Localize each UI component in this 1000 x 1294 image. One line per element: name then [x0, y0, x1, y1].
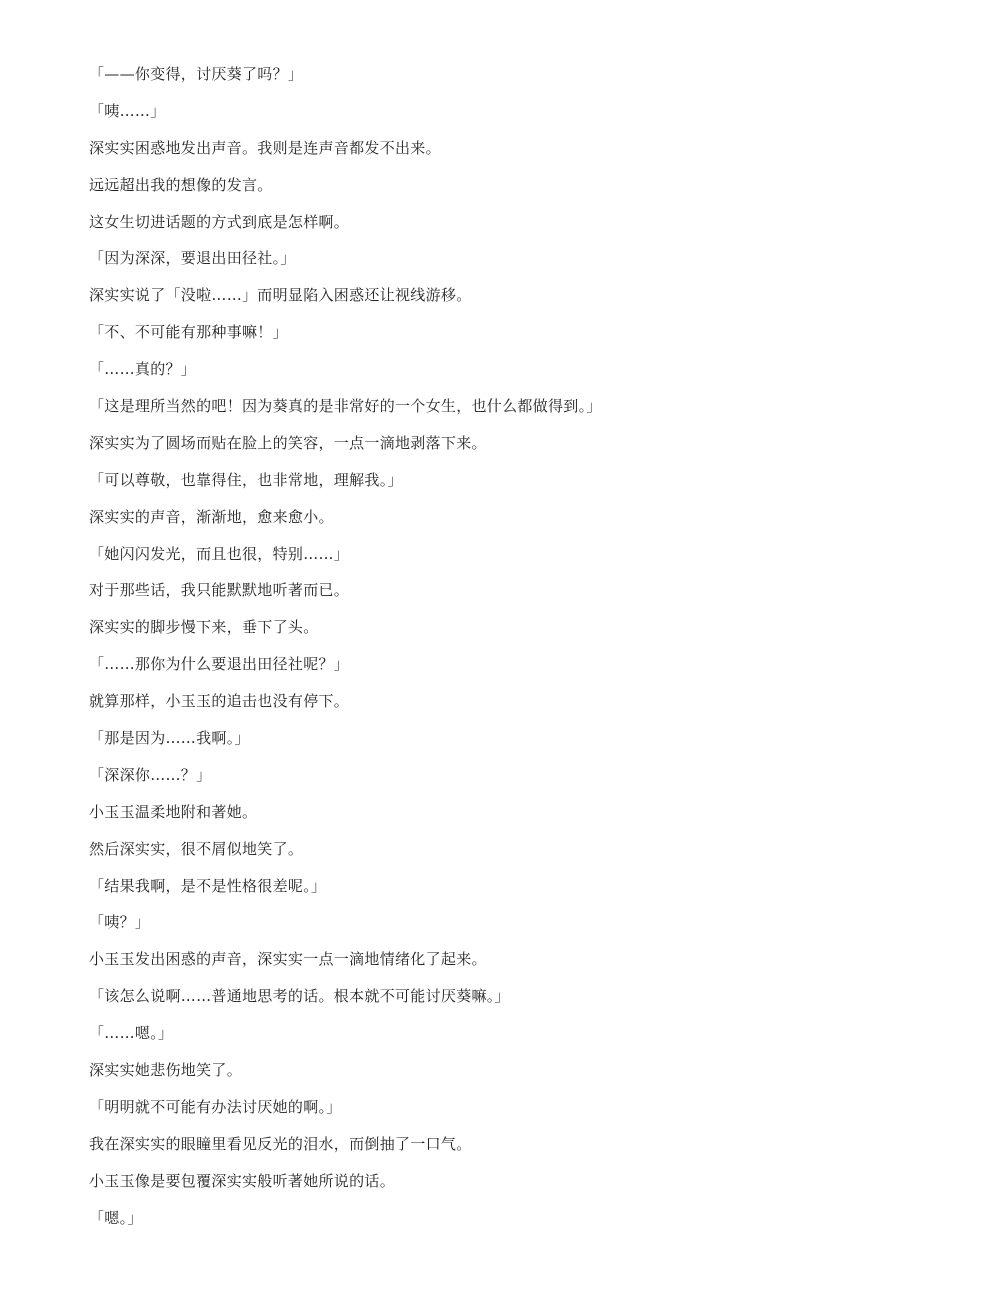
text-line: 「明明就不可能有办法讨厌她的啊。」	[89, 1097, 342, 1116]
text-line: 「……那你为什么要退出田径社呢？」	[89, 655, 350, 674]
text-line: 深实实的声音，渐渐地，愈来愈小。	[89, 507, 334, 526]
text-line: 「那是因为……我啊。」	[89, 729, 250, 748]
text-line: 「嗯。」	[89, 1208, 143, 1227]
text-line: 「……嗯。」	[89, 1024, 174, 1043]
text-line: 「因为深深，要退出田径社。」	[89, 249, 296, 268]
text-line: 远远超出我的想像的发言。	[89, 175, 273, 194]
text-line: 深实实说了「没啦……」而明显陷入困惑还让视线游移。	[89, 286, 472, 305]
text-line: 就算那样，小玉玉的追击也没有停下。	[89, 692, 350, 711]
text-line: 深实实为了圆场而贴在脸上的笑容，一点一滴地剥落下来。	[89, 433, 487, 452]
text-line: 「咦……」	[89, 101, 166, 120]
text-line: 「——你变得，讨厌葵了吗？」	[89, 65, 304, 83]
text-line: 小玉玉发出困惑的声音，深实实一点一滴地情绪化了起来。	[89, 950, 487, 969]
text-line: 「……真的？」	[89, 360, 197, 379]
text-line: 「她闪闪发光，而且也很，特别……」	[89, 544, 350, 563]
text-line: 深实实的脚步慢下来，垂下了头。	[89, 618, 319, 637]
text-line: 深实实她悲伤地笑了。	[89, 1061, 243, 1080]
text-line: 对于那些话，我只能默默地听著而已。	[89, 581, 350, 600]
text-line: 小玉玉像是要包覆深实实般听著她所说的话。	[89, 1171, 396, 1190]
text-line: 「可以尊敬，也靠得住，也非常地，理解我。」	[89, 470, 403, 489]
text-line: 我在深实实的眼瞳里看见反光的泪水，而倒抽了一口气。	[89, 1134, 472, 1153]
text-line: 然后深实实，很不屑似地笑了。	[89, 839, 304, 858]
text-line: 小玉玉温柔地附和著她。	[89, 802, 258, 821]
text-line: 「深深你……？」	[89, 765, 212, 784]
text-body	[89, 63, 949, 1244]
text-line: 这女生切进话题的方式到底是怎样啊。	[89, 212, 350, 231]
text-line: 「结果我啊，是不是性格很差呢。」	[89, 876, 327, 895]
text-line: 「不、不可能有那种事嘛！」	[89, 323, 288, 342]
text-line: 「咦？」	[89, 913, 151, 932]
text-line: 「这是理所当然的吧！因为葵真的是非常好的一个女生，也什么都做得到。」	[89, 397, 602, 416]
text-line: 「该怎么说啊……普通地思考的话。根本就不可能讨厌葵嘛。」	[89, 987, 510, 1006]
text-line: 深实实困惑地发出声音。我则是连声音都发不出来。	[89, 138, 441, 157]
